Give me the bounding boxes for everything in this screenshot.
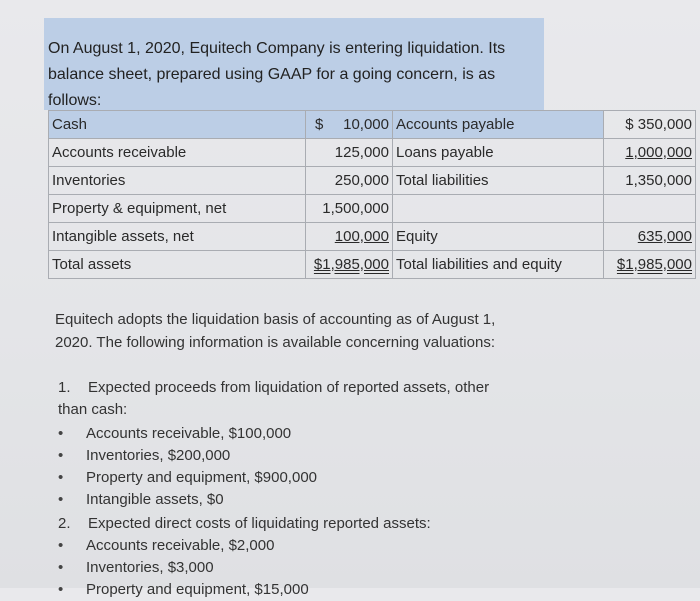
asset-amount: 125,000 bbox=[306, 139, 393, 167]
intro-paragraph: On August 1, 2020, Equitech Company is entering liquidation. Its balance sheet, prepared using GAAP for a going concern, is as follows: bbox=[48, 40, 506, 109]
amount-value: $1,985,000 bbox=[313, 256, 389, 273]
liability-amount bbox=[604, 139, 696, 167]
balance-sheet-table bbox=[48, 110, 696, 279]
asset-label: Intangible assets, net bbox=[49, 223, 306, 251]
asset-label: Inventories bbox=[49, 167, 306, 195]
liability-amount bbox=[604, 251, 696, 279]
asset-amount: 1,500,000 bbox=[306, 195, 393, 223]
dollar-sign: $ bbox=[315, 116, 324, 133]
asset-label: Cash bbox=[49, 111, 306, 139]
liability-amount: $ 350,000 bbox=[604, 111, 696, 139]
liability-label: Loans payable bbox=[393, 139, 604, 167]
item-text: Expected proceeds from liquidation of reported assets, other than cash: bbox=[58, 379, 490, 418]
table-row bbox=[49, 167, 696, 195]
bullet-item: • Property and equipment, $900,000 bbox=[58, 467, 518, 489]
liability-label: Equity bbox=[393, 223, 604, 251]
liability-label: Total liabilities bbox=[393, 167, 604, 195]
amount-value: 635,000 bbox=[637, 228, 692, 245]
amount-value: 1,000,000 bbox=[625, 144, 692, 161]
table-row bbox=[49, 111, 696, 139]
bullet-list bbox=[58, 535, 518, 601]
bullet-item: • Inventories, $3,000 bbox=[58, 557, 518, 579]
valuation-paragraph: Equitech adopts the liquidation basis of accounting as of August 1, 2020. The following information is available concerning valuations: bbox=[55, 311, 496, 351]
bullet-item: • Intangible assets, $0 bbox=[58, 489, 518, 511]
liability-amount: 1,350,000 bbox=[604, 167, 696, 195]
amount-value: 10,000 bbox=[343, 116, 389, 133]
liability-label: Total liabilities and equity bbox=[393, 251, 604, 279]
liability-label bbox=[393, 195, 604, 223]
table-row bbox=[49, 195, 696, 223]
bullet-list bbox=[58, 423, 518, 511]
bullet-item: • Property and equipment, $15,000 bbox=[58, 579, 518, 601]
item-number: 1. bbox=[58, 379, 71, 396]
list-item bbox=[58, 377, 518, 511]
asset-amount: 250,000 bbox=[306, 167, 393, 195]
item-number: 2. bbox=[58, 515, 71, 532]
valuation-list bbox=[58, 377, 518, 601]
asset-label: Property & equipment, net bbox=[49, 195, 306, 223]
bullet-item: • Inventories, $200,000 bbox=[58, 445, 518, 467]
table-row bbox=[49, 223, 696, 251]
liability-amount bbox=[604, 195, 696, 223]
asset-label: Accounts receivable bbox=[49, 139, 306, 167]
bullet-item: • Accounts receivable, $2,000 bbox=[58, 535, 518, 557]
asset-amount bbox=[306, 111, 393, 139]
liability-amount bbox=[604, 223, 696, 251]
liability-label: Accounts payable bbox=[393, 111, 604, 139]
bullet-item: • Accounts receivable, $100,000 bbox=[58, 423, 518, 445]
item-heading bbox=[58, 513, 518, 535]
table-row bbox=[49, 139, 696, 167]
item-heading bbox=[58, 377, 518, 421]
amount-value: $1,985,000 bbox=[616, 256, 692, 273]
asset-amount bbox=[306, 223, 393, 251]
item-text: Expected direct costs of liquidating reported assets: bbox=[88, 515, 431, 532]
amount-value: 100,000 bbox=[334, 228, 389, 245]
asset-amount bbox=[306, 251, 393, 279]
asset-label: Total assets bbox=[49, 251, 306, 279]
table-row bbox=[49, 251, 696, 279]
